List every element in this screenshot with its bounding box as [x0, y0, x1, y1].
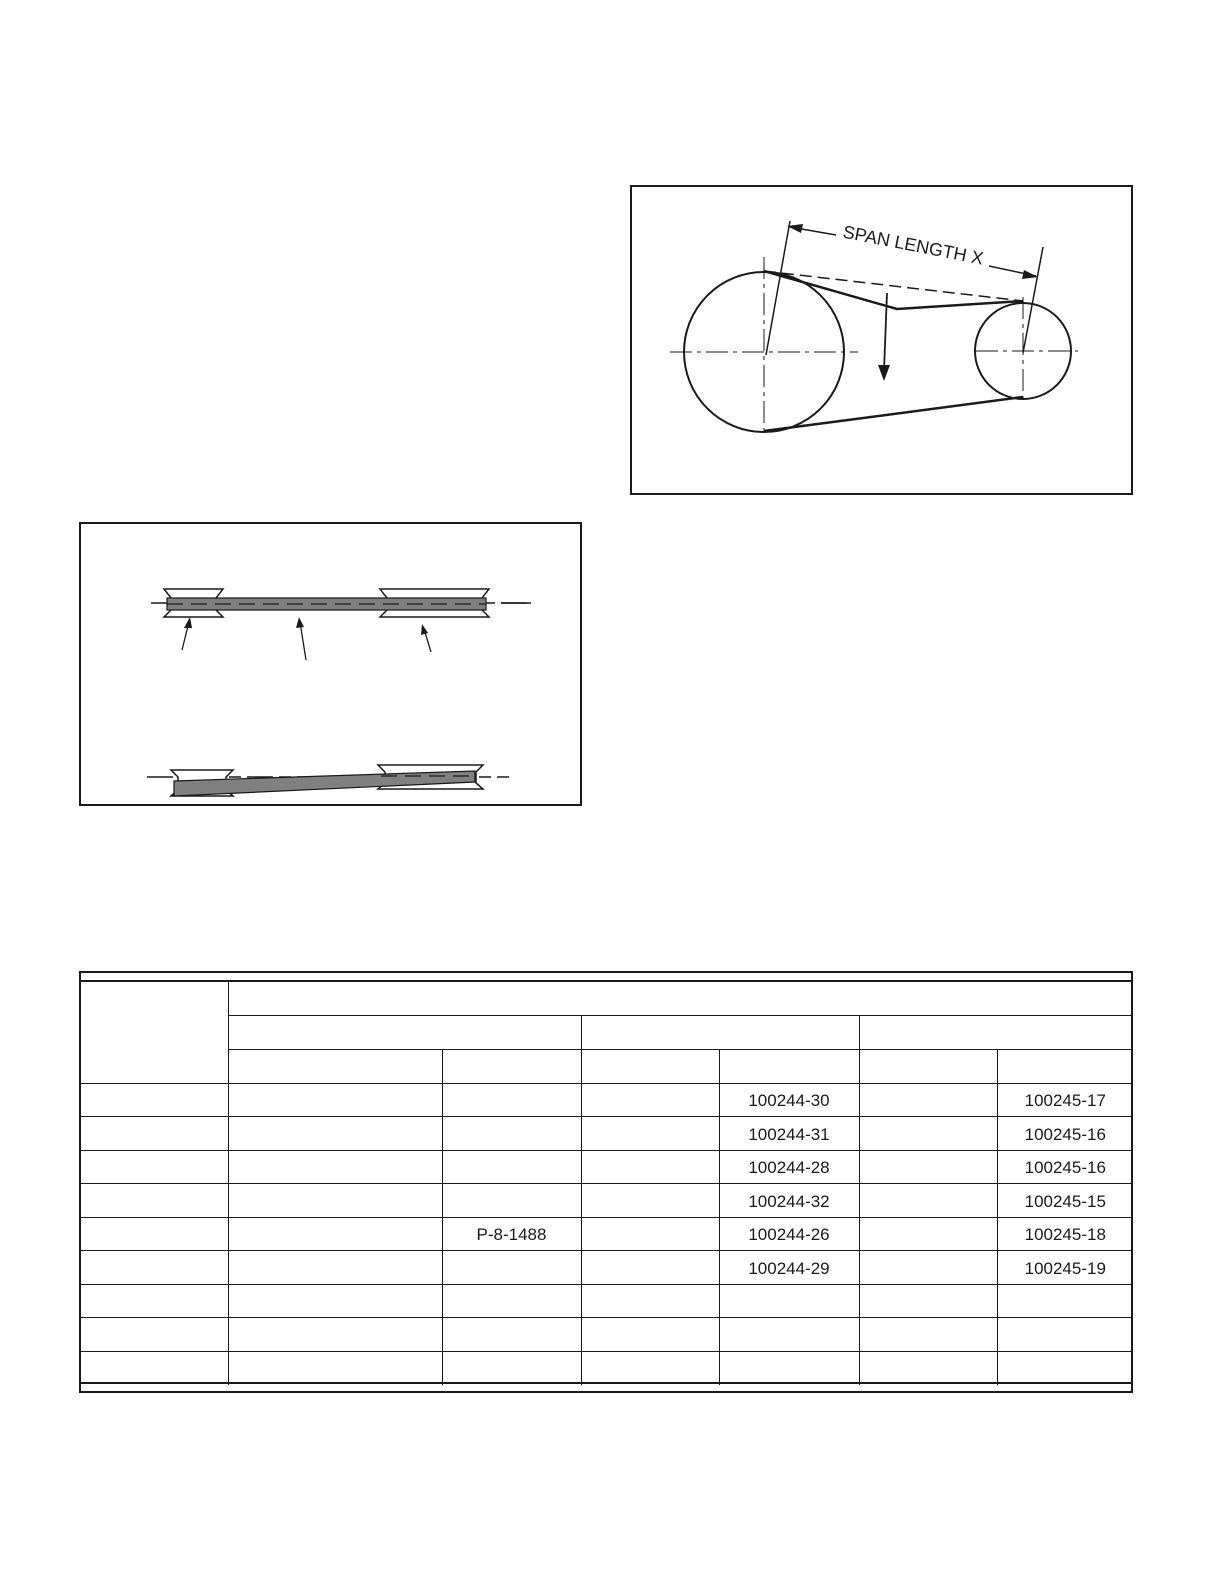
span-length-figure	[630, 185, 1133, 495]
table-cell	[81, 1284, 228, 1318]
belt-bottom	[764, 397, 1023, 431]
table-row	[81, 1150, 1133, 1184]
dimension-arrow-right	[1022, 270, 1038, 279]
table-cell	[859, 1251, 997, 1285]
table-cell: 100245-19	[997, 1251, 1133, 1285]
extension-line-right	[1023, 247, 1043, 353]
undeflected-belt-line	[764, 271, 1023, 301]
parts-table	[79, 971, 1133, 1393]
table-cell: 100244-26	[719, 1217, 859, 1251]
table-cell	[581, 1351, 719, 1385]
table-cell	[581, 1318, 719, 1352]
table-cell	[442, 1117, 581, 1151]
header-subcell	[997, 1049, 1133, 1083]
table-cell	[859, 1184, 997, 1218]
table-cell	[997, 1318, 1133, 1352]
parts-table-grid	[81, 982, 1133, 1385]
header-subcell	[228, 1049, 442, 1083]
table-cell	[81, 1117, 228, 1151]
table-cell	[228, 1184, 442, 1218]
table-row	[81, 1318, 1133, 1352]
table-cell	[859, 1351, 997, 1385]
table-cell: 100245-18	[997, 1217, 1133, 1251]
span-length-diagram	[632, 187, 1135, 497]
table-cell: 100245-16	[997, 1150, 1133, 1184]
table-row	[81, 1184, 1133, 1218]
table-cell	[442, 1150, 581, 1184]
extension-line-left	[766, 221, 790, 355]
table-cell	[228, 1351, 442, 1385]
pulley-alignment-diagram	[81, 524, 584, 808]
table-cell	[859, 1284, 997, 1318]
table-cell	[228, 1284, 442, 1318]
table-cell	[442, 1251, 581, 1285]
table-cell: 100244-31	[719, 1117, 859, 1151]
table-cell	[228, 1318, 442, 1352]
table-cell	[997, 1351, 1133, 1385]
table-cell	[81, 1251, 228, 1285]
deflected-belt	[764, 271, 1023, 309]
header-cell-belt	[228, 1015, 581, 1049]
table-cell	[859, 1117, 997, 1151]
force-arrowhead	[878, 365, 890, 381]
table-cell	[228, 1150, 442, 1184]
table-cell	[81, 1351, 228, 1385]
pulley-alignment-figure	[79, 522, 582, 806]
table-cell: 100244-29	[719, 1251, 859, 1285]
table-row	[81, 1351, 1133, 1385]
header-subcell	[859, 1049, 997, 1083]
table-cell	[859, 1318, 997, 1352]
table-cell	[442, 1318, 581, 1352]
table-cell: 100245-17	[997, 1083, 1133, 1117]
table-cell	[81, 1184, 228, 1218]
table-cell	[581, 1217, 719, 1251]
table-cell	[442, 1284, 581, 1318]
table-cell	[228, 1217, 442, 1251]
table-cell	[442, 1184, 581, 1218]
table-cell	[581, 1117, 719, 1151]
table-row	[81, 1083, 1133, 1117]
header-cell-model	[81, 982, 228, 1083]
table-cell	[581, 1284, 719, 1318]
header-cell-group	[228, 982, 1133, 1015]
table-row	[81, 1284, 1133, 1318]
table-cell	[81, 1150, 228, 1184]
table-cell	[228, 1083, 442, 1117]
table-cell: 100244-32	[719, 1184, 859, 1218]
table-cell	[581, 1150, 719, 1184]
table-row	[81, 1217, 1133, 1251]
table-cell: P-8-1488	[442, 1217, 581, 1251]
table-cell	[81, 1083, 228, 1117]
span-length-label: SPAN LENGTH X	[841, 221, 986, 269]
table-cell	[81, 1318, 228, 1352]
misaligned-pulleys	[147, 765, 509, 796]
table-row	[81, 1117, 1133, 1151]
table-cell	[442, 1351, 581, 1385]
header-subcell	[442, 1049, 581, 1083]
header-cell-blower-pulley	[859, 1015, 1133, 1049]
table-cell: 100245-16	[997, 1117, 1133, 1151]
table-cell	[719, 1284, 859, 1318]
table-cell	[228, 1251, 442, 1285]
pointer-arrow-2	[300, 622, 306, 660]
header-cell-motor-pulley	[581, 1015, 859, 1049]
table-cell	[859, 1083, 997, 1117]
table-cell	[228, 1117, 442, 1151]
table-cell	[581, 1184, 719, 1218]
table-cell: 100245-15	[997, 1184, 1133, 1218]
table-cell: 100244-28	[719, 1150, 859, 1184]
table-cell	[719, 1318, 859, 1352]
aligned-pulleys	[151, 589, 531, 660]
table-cell	[859, 1150, 997, 1184]
table-cell	[581, 1251, 719, 1285]
table-cell	[581, 1083, 719, 1117]
table-cell	[997, 1284, 1133, 1318]
table-cell: 100244-30	[719, 1083, 859, 1117]
header-subcell	[581, 1049, 719, 1083]
table-cell	[442, 1083, 581, 1117]
table-row	[81, 1251, 1133, 1285]
table-cell	[81, 1217, 228, 1251]
header-subcell	[719, 1049, 859, 1083]
table-cell	[719, 1351, 859, 1385]
table-cell	[859, 1217, 997, 1251]
